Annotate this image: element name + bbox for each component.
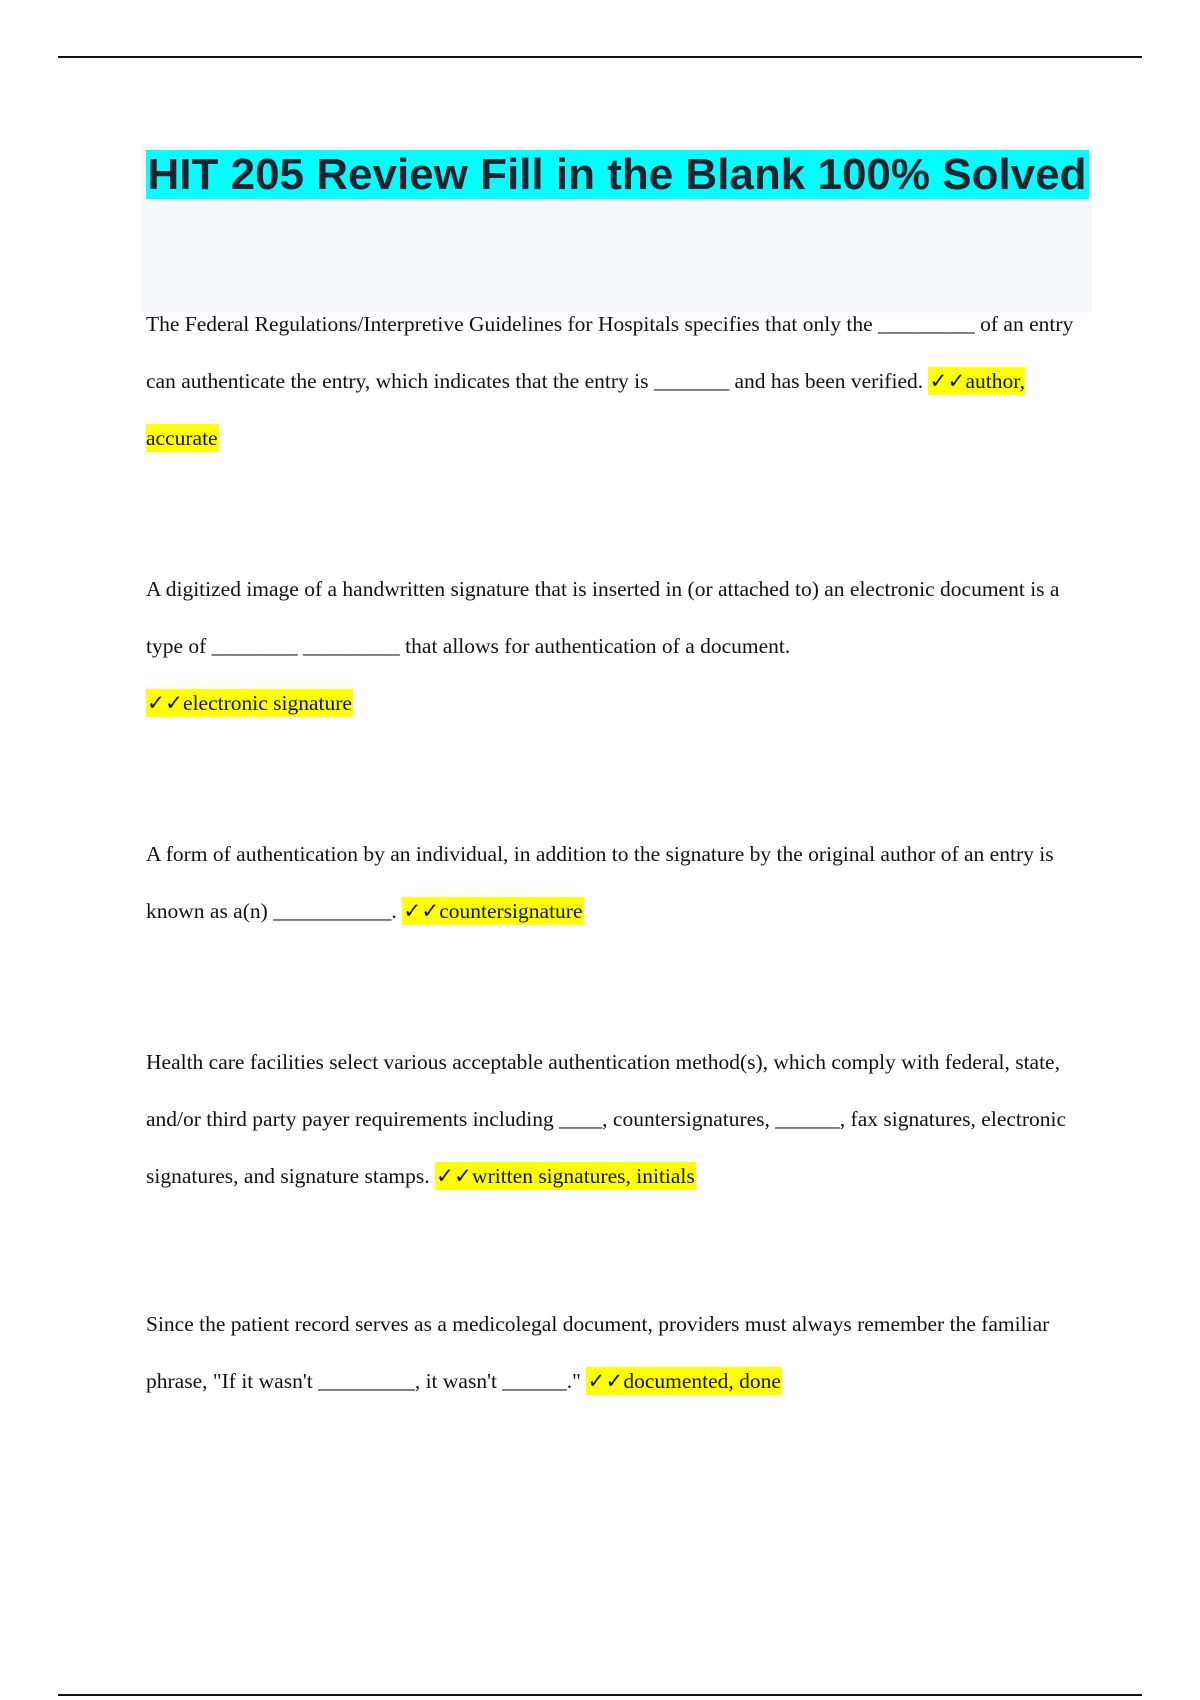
question-4 [146, 1034, 1086, 1205]
question-1 [146, 296, 1086, 467]
bottom-rule [58, 1694, 1142, 1696]
question-2 [146, 561, 1086, 732]
question-text: A digitized image of a handwritten signature that is inserted in (or attached to) an electronic document is a type of ________ _________ that allows for authentication of a document. [146, 577, 1060, 658]
title-highlight: HIT 205 Review Fill in the Blank 100% Solved [147, 150, 1087, 199]
question-text: Since the patient record serves as a medicolegal document, providers must always remember the familiar phrase, "If it wasn't _________, it wasn't ______." [146, 1312, 1050, 1393]
title-banner [142, 146, 1092, 312]
question-5 [146, 1296, 1086, 1410]
question-3 [146, 826, 1086, 940]
answer-highlight: ✓✓written signatures, initials [436, 1164, 695, 1188]
document-title [142, 146, 1092, 202]
question-text: A form of authentication by an individual, in addition to the signature by the original author of an entry is known as a(n) ___________. [146, 842, 1054, 923]
answer-highlight: ✓✓countersignature [403, 899, 583, 923]
question-text: The Federal Regulations/Interpretive Guidelines for Hospitals specifies that only the _________ of an entry can authenticate the entry, which indicates that the entry is _______ and has been verified. [146, 312, 1074, 393]
answer-highlight: ✓✓documented, done [587, 1369, 781, 1393]
top-rule [58, 56, 1142, 58]
question-text: Health care facilities select various acceptable authentication method(s), which comply with federal, state, and/or third party payer requirements including ____, countersignatures, ______, fax signatures, electronic signatures, and signature stamps. [146, 1050, 1067, 1188]
answer-highlight: ✓✓electronic signature [147, 691, 352, 715]
answer-highlight: ✓✓author, accurate [146, 369, 1025, 450]
